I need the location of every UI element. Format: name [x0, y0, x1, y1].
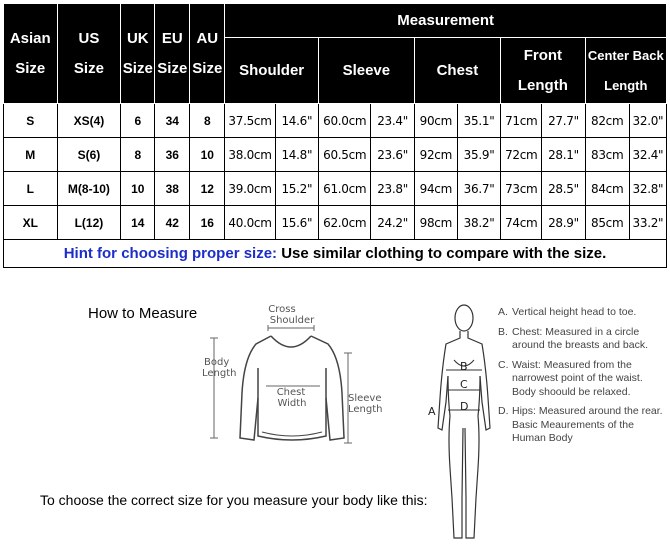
human-body-diagram — [424, 298, 496, 546]
cell-front-cm: 74cm — [501, 206, 542, 240]
header-chest: Chest — [414, 38, 500, 104]
cell-front-in: 28.1" — [542, 138, 585, 172]
note-text: Chest: Measured in a circle around the breasts and back. — [512, 325, 649, 351]
choose-size-text: To choose the correct size for you measure your body like this: — [40, 492, 428, 508]
cell-back-cm: 85cm — [585, 206, 629, 240]
cell-eu: 42 — [155, 206, 190, 240]
cell-front-cm: 72cm — [501, 138, 542, 172]
hint-row — [4, 240, 667, 268]
cell-back-in: 32.0" — [629, 104, 666, 138]
header-uk-size: UK Size — [121, 4, 155, 104]
note-d — [498, 405, 668, 446]
measurement-notes — [498, 306, 668, 452]
hint-label: Hint for choosing proper size: — [63, 245, 278, 262]
cell-back-in: 32.8" — [629, 172, 666, 206]
cell-uk: 6 — [121, 104, 155, 138]
note-b — [498, 326, 668, 353]
cell-eu: 36 — [155, 138, 190, 172]
cell-shoulder-in: 15.6" — [275, 206, 318, 240]
size-chart-table — [3, 3, 667, 268]
cell-sleeve-in: 23.6" — [371, 138, 414, 172]
header-center-back-length: Center Back Length — [585, 38, 666, 104]
cell-chest-cm: 90cm — [414, 104, 457, 138]
cell-eu: 34 — [155, 104, 190, 138]
cell-shoulder-cm: 37.5cm — [225, 104, 275, 138]
cell-shoulder-cm: 39.0cm — [225, 172, 275, 206]
cell-sleeve-in: 24.2" — [371, 206, 414, 240]
header-shoulder: Shoulder — [225, 38, 319, 104]
hint-text: Use similar clothing to compare with the size. — [277, 245, 607, 262]
header-us-size: US Size — [57, 4, 121, 104]
cell-us: M(8-10) — [57, 172, 121, 206]
cell-sleeve-in: 23.4" — [371, 104, 414, 138]
note-text: Waist: Measured from the narrowest point of the waist. Body shoould be relaxed. — [512, 358, 643, 398]
cell-sleeve-cm: 61.0cm — [318, 172, 371, 206]
cross-shoulder-label-2: Shoulder — [269, 315, 315, 326]
note-letter: D. — [498, 405, 509, 417]
body-length-label-2: Length — [202, 368, 237, 379]
marker-a: A — [428, 405, 436, 418]
chest-width-label: Chest — [276, 387, 306, 398]
cell-sleeve-cm: 62.0cm — [318, 206, 371, 240]
table-row — [4, 138, 667, 172]
chest-width-label-2: Width — [277, 398, 307, 409]
note-a — [498, 306, 668, 320]
table-row — [4, 104, 667, 138]
cell-chest-cm: 92cm — [414, 138, 457, 172]
header-au-size: AU Size — [190, 4, 225, 104]
cell-front-cm: 71cm — [501, 104, 542, 138]
cell-au: 12 — [190, 172, 225, 206]
header-front-length: Front Length — [501, 38, 585, 104]
body-length-label: Body — [204, 357, 230, 368]
cell-chest-in: 35.9" — [457, 138, 500, 172]
cell-asian: M — [4, 138, 58, 172]
note-c — [498, 359, 668, 400]
cell-au: 10 — [190, 138, 225, 172]
cell-eu: 38 — [155, 172, 190, 206]
cell-shoulder-in: 14.6" — [275, 104, 318, 138]
cell-au: 16 — [190, 206, 225, 240]
note-letter: A. — [498, 306, 508, 318]
cell-uk: 8 — [121, 138, 155, 172]
header-sleeve: Sleeve — [318, 38, 414, 104]
note-letter: C. — [498, 358, 509, 371]
header-asian-size: Asian Size — [4, 4, 58, 104]
cell-uk: 10 — [121, 172, 155, 206]
marker-b: B — [460, 360, 468, 373]
cell-shoulder-cm: 38.0cm — [225, 138, 275, 172]
cell-front-in: 28.9" — [542, 206, 585, 240]
cell-us: L(12) — [57, 206, 121, 240]
cell-shoulder-cm: 40.0cm — [225, 206, 275, 240]
cell-front-cm: 73cm — [501, 172, 542, 206]
table-row — [4, 206, 667, 240]
cell-front-in: 28.5" — [542, 172, 585, 206]
cell-back-cm: 82cm — [585, 104, 629, 138]
sleeve-length-label: Sleeve — [348, 393, 382, 404]
sweater-measure-diagram — [196, 298, 396, 450]
cell-sleeve-in: 23.8" — [371, 172, 414, 206]
header-eu-size: EU Size — [155, 4, 190, 104]
cell-asian: S — [4, 104, 58, 138]
hint-cell — [4, 240, 667, 268]
cell-chest-in: 35.1" — [457, 104, 500, 138]
cell-back-in: 33.2" — [629, 206, 666, 240]
marker-c: C — [460, 378, 468, 391]
cell-chest-in: 36.7" — [457, 172, 500, 206]
cell-asian: XL — [4, 206, 58, 240]
cell-back-in: 32.4" — [629, 138, 666, 172]
header-measurement: Measurement — [225, 4, 667, 38]
cell-chest-in: 38.2" — [457, 206, 500, 240]
cell-asian: L — [4, 172, 58, 206]
note-text: Hips: Measured around the rear. Basic Meaurements of the Human Body — [512, 405, 663, 444]
cell-sleeve-cm: 60.5cm — [318, 138, 371, 172]
note-text: Vertical height head to toe. — [512, 306, 637, 318]
how-to-measure-title: How to Measure — [88, 305, 198, 322]
cell-shoulder-in: 14.8" — [275, 138, 318, 172]
cell-front-in: 27.7" — [542, 104, 585, 138]
cell-sleeve-cm: 60.0cm — [318, 104, 371, 138]
marker-d: D — [460, 400, 469, 413]
sleeve-length-label-2: Length — [348, 404, 383, 415]
cell-chest-cm: 94cm — [414, 172, 457, 206]
cell-uk: 14 — [121, 206, 155, 240]
cell-us: S(6) — [57, 138, 121, 172]
cell-au: 8 — [190, 104, 225, 138]
cell-shoulder-in: 15.2" — [275, 172, 318, 206]
table-row — [4, 172, 667, 206]
cell-us: XS(4) — [57, 104, 121, 138]
cell-back-cm: 83cm — [585, 138, 629, 172]
cell-chest-cm: 98cm — [414, 206, 457, 240]
cell-back-cm: 84cm — [585, 172, 629, 206]
cross-shoulder-label: Cross — [268, 304, 296, 315]
note-letter: B. — [498, 325, 508, 338]
